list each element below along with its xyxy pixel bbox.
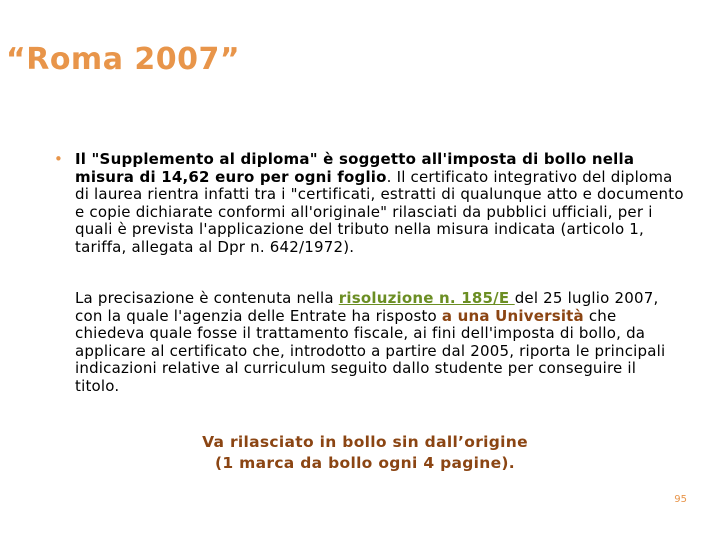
- bullet-bold-text: Il "Supplemento al diploma" è soggetto all'imposta di bollo nella misura di 14,62 euro per ogni foglio: [75, 150, 635, 186]
- resolution-link[interactable]: risoluzione n. 185/E: [338, 289, 515, 307]
- bullet-text: [75, 151, 684, 256]
- paragraph-part2: del 25 luglio 2007, con la quale l'agenzia delle Entrate ha risposto: [75, 289, 659, 325]
- bullet-rest-text: . Il certificato integrativo del diploma di laurea rientra infatti tra i "certificati, estratti di qualunque atto e documento e copie dichiarate conformi all'originale" rilasciati da pubblici ufficiali, per i quali è prevista l'applicazione del tributo nella misura indicata (articolo 1, tariffa, allegata al Dpr n. 642/1972).: [75, 167, 684, 256]
- slide-title: “Roma 2007”: [6, 42, 241, 77]
- paragraph-resolution: [75, 290, 685, 395]
- note-line-2: (1 marca da bollo ogni 4 pagine).: [215, 454, 515, 472]
- stamp-note: [160, 432, 570, 474]
- page-number: 95: [674, 494, 687, 505]
- bullet-item: [54, 151, 684, 256]
- paragraph-part3: che chiedeva quale fosse il trattamento fiscale, ai fini dell'imposta di bollo, da applicare al certificato che, introdotto a partire dal 2005, riporta le principali indicazioni relative al curriculum seguito dallo studente per conseguire il titolo.: [75, 306, 666, 395]
- university-highlight: a una Università: [441, 306, 584, 325]
- bullet-dot-icon: •: [54, 150, 64, 168]
- paragraph-part1: La precisazione è contenuta nella: [75, 289, 339, 307]
- note-line-1: Va rilasciato in bollo sin dall’origine: [202, 433, 528, 451]
